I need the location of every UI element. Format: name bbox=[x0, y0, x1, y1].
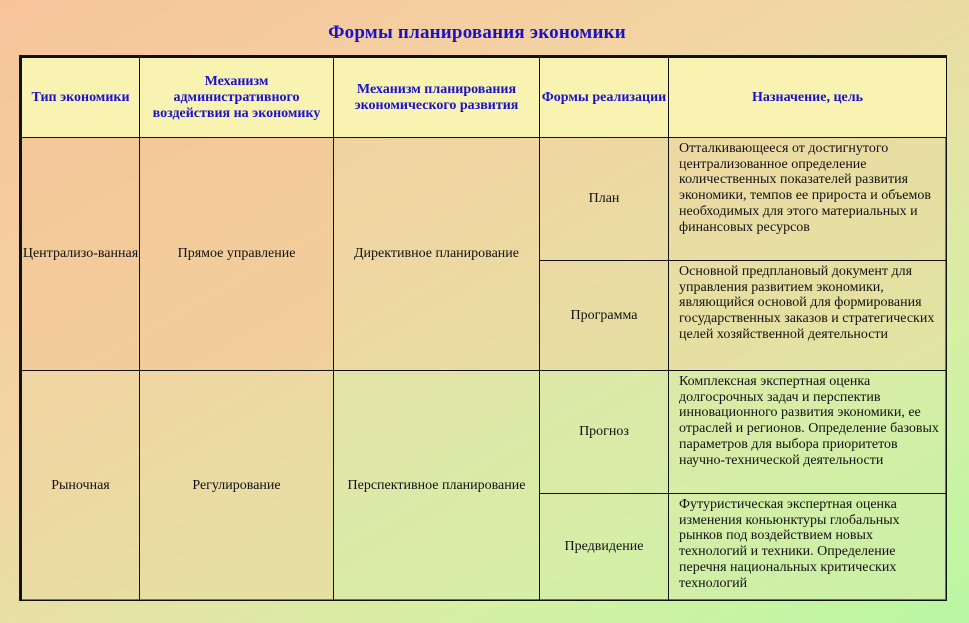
purpose-plan: Отталкивающееся от достигнутого централизованное определение количественных показателей развития экономики, темпов ее прироста и объемов необходимых для этого материальных и финансовых ресурсов bbox=[668, 137, 947, 261]
form-foresight: Предвидение bbox=[539, 493, 669, 601]
planning-mechanism-perspective: Перспективное планирование bbox=[333, 370, 540, 601]
planning-mechanism-directive: Директивное планирование bbox=[333, 137, 540, 371]
header-forms: Формы реализации bbox=[539, 57, 669, 138]
header-purpose: Назначение, цель bbox=[668, 57, 947, 138]
purpose-program: Основной предплановый документ для управления развитием экономики, являющийся основой для формирования государственных заказов и стратегических целей хозяйственной деятельности bbox=[668, 260, 947, 371]
purpose-forecast: Комплексная экспертная оценка долгосрочных задач и перспектив инновационного развития экономики, ее отраслей и регионов. Определение базовых параметров для выбора приоритетов научно-технической деятельности bbox=[668, 370, 947, 494]
economy-type-market: Рыночная bbox=[21, 370, 140, 601]
table-title: Формы планирования экономики bbox=[328, 22, 626, 43]
purpose-foresight: Футуристическая экспертная оценка изменения коньюнктуры глобальных рынков под воздействием новых технологий и техники. Определение перечня национальных критических технологий bbox=[668, 493, 947, 601]
planning-forms-table bbox=[19, 55, 947, 601]
form-plan: План bbox=[539, 137, 669, 261]
header-planning-mechanism: Механизм планирования экономического развития bbox=[333, 57, 540, 138]
form-program: Программа bbox=[539, 260, 669, 371]
header-economy-type: Тип экономики bbox=[21, 57, 140, 138]
form-forecast: Прогноз bbox=[539, 370, 669, 494]
header-admin-mechanism: Механизм административного воздействия на экономику bbox=[139, 57, 334, 138]
economy-type-centralized: Централизо-ванная bbox=[21, 137, 140, 371]
admin-mechanism-regulation: Регулирование bbox=[139, 370, 334, 601]
admin-mechanism-direct: Прямое управление bbox=[139, 137, 334, 371]
